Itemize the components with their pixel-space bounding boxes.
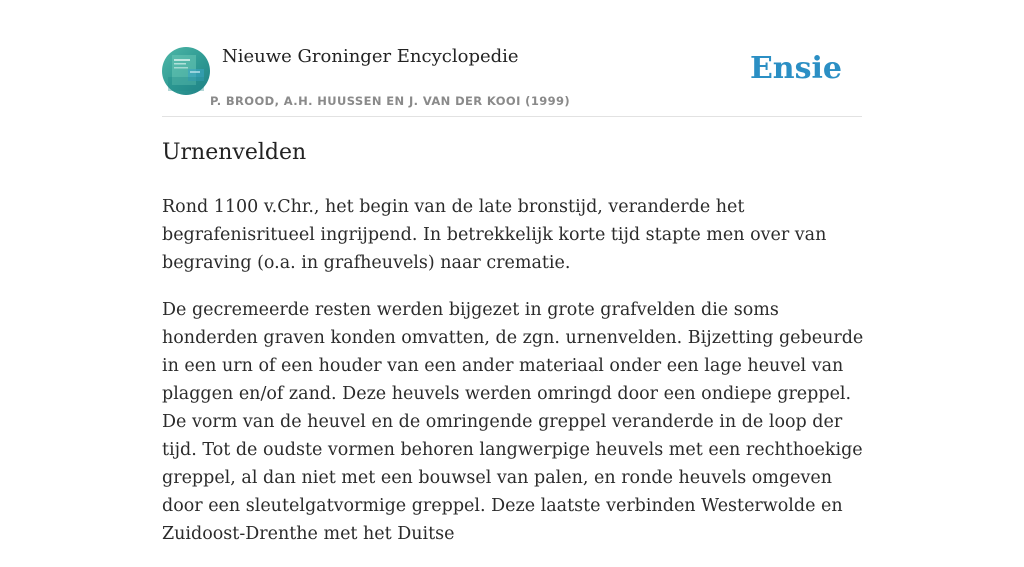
- article-paragraph: De gecremeerde resten werden bijgezet in grote grafvelden die soms honderden graven konden omvatten, de zgn. urnenvelden. Bijzetting gebeurde in een urn of een houder van een ander materiaal onder een lage heuvel van plaggen en/of zand. Deze heuvels werden omringd door een ondiepe greppel. De vorm van de heuvel en de omringende greppel veranderde in de loop der tijd. Tot de oudste vormen behoren langwerpige heuvels met een rechthoekige greppel, al dan niet met een bouwsel van palen, en ronde heuvels omgeven door een sleutelgatvormige greppel. Deze laatste verbinden Westerwolde en Zuidoost-Drenthe met het Duitse: [162, 300, 864, 544]
- article-title: Urnenvelden: [162, 140, 307, 165]
- article-paragraph: Rond 1100 v.Chr., het begin van de late bronstijd, veranderde het begrafenisritueel ingrijpend. In betrekkelijk korte tijd stapte men over van begraving (o.a. in grafheuvels) naar crematie.: [162, 197, 827, 273]
- book-title[interactable]: Nieuwe Groninger Encyclopedie: [222, 46, 519, 67]
- article-body: [162, 193, 868, 567]
- book-authors: P. BROOD, A.H. HUUSSEN EN J. VAN DER KOOI (1999): [210, 94, 571, 108]
- book-cover-icon[interactable]: [162, 47, 210, 95]
- ensie-logo[interactable]: Ensie: [749, 51, 842, 86]
- book-cover-graphic: [162, 47, 210, 95]
- source-header: [162, 0, 862, 117]
